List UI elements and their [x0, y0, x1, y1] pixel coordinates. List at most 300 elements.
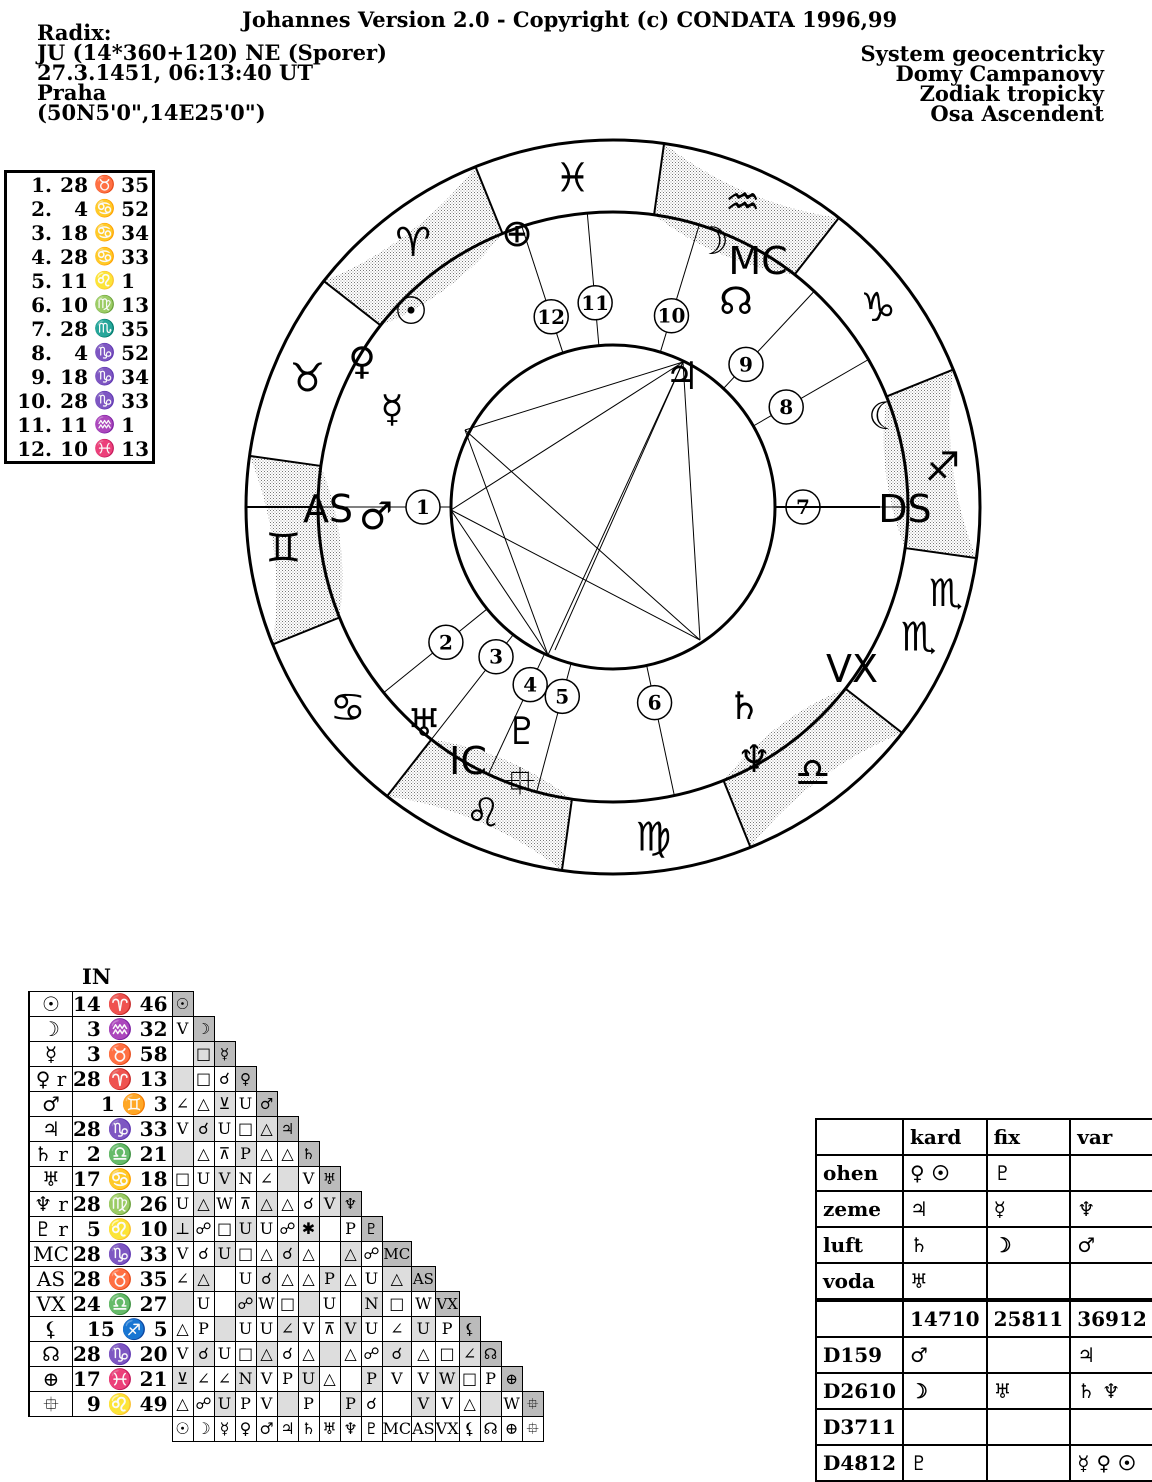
house-number: 8	[779, 395, 794, 419]
aspect-empty	[235, 1017, 256, 1042]
house-number: 10	[657, 303, 686, 328]
element-cell: ♅	[987, 1373, 1071, 1409]
aspect-row	[29, 1217, 543, 1242]
element-row	[816, 1263, 1152, 1300]
element-cell: D159	[816, 1337, 903, 1373]
aspect-planet: AS	[29, 1267, 73, 1292]
aspect-cell: ☌	[277, 1242, 298, 1267]
planet-glyph: ☾	[867, 394, 903, 438]
aspect-cell: ∠	[214, 1367, 235, 1392]
aspect-row	[29, 1067, 543, 1092]
aspect-cell: V	[319, 1192, 340, 1217]
aspect-cell: △	[340, 1267, 361, 1292]
aspect-empty	[459, 1042, 480, 1067]
aspect-empty	[382, 1042, 412, 1067]
aspect-empty	[435, 1167, 459, 1192]
aspect-footer-glyph: ⚸	[459, 1417, 480, 1442]
aspect-cell: ⊼	[214, 1142, 235, 1167]
aspect-empty	[412, 992, 436, 1017]
aspect-cell: P	[480, 1367, 501, 1392]
element-cell	[1070, 1263, 1152, 1300]
aspect-row	[29, 1167, 543, 1192]
aspect-planet: ♀ r	[29, 1067, 73, 1092]
cusp-n: 6.	[31, 293, 52, 317]
aspect-cell: □	[459, 1367, 480, 1392]
cusp-d: 28	[60, 245, 88, 269]
aspect-empty	[480, 992, 501, 1017]
aspect-cell: P	[193, 1317, 214, 1342]
aspect-empty	[340, 1042, 361, 1067]
aspect-cell: U	[214, 1242, 235, 1267]
aspect-cell	[172, 1067, 193, 1092]
element-cell: D2610	[816, 1373, 903, 1409]
aspect-empty	[319, 992, 340, 1017]
cusp-n: 1.	[31, 173, 52, 197]
aspect-footer-glyph: ♆	[340, 1417, 361, 1442]
aspect-grid	[28, 991, 544, 1442]
aspect-empty	[214, 1017, 235, 1042]
aspect-planet: ☉	[29, 992, 73, 1017]
aspect-cell: ⊻	[172, 1367, 193, 1392]
aspect-empty	[412, 1142, 436, 1167]
aspect-empty	[522, 1167, 543, 1192]
cusp-d: 28	[60, 173, 88, 197]
element-cell: ♄ ♆	[1070, 1373, 1152, 1409]
zodiac-sign-glyph: ♒	[724, 179, 761, 226]
aspect-diagonal: VX	[435, 1292, 459, 1317]
aspect-diagonal: ☊	[480, 1342, 501, 1367]
aspect-empty	[382, 1017, 412, 1042]
aspect-diagonal: ♅	[319, 1167, 340, 1192]
aspect-footer-glyph: ☉	[172, 1417, 193, 1442]
aspect-empty	[319, 1042, 340, 1067]
cusp-s: ♋	[94, 223, 116, 243]
aspect-cell: ☍	[193, 1217, 214, 1242]
aspect-row	[29, 1267, 543, 1292]
aspect-empty	[459, 1117, 480, 1142]
cusp-s: ♋	[94, 199, 116, 219]
cusp-m: 1	[121, 269, 136, 293]
aspect-position: 9 ♌ 49	[73, 1392, 173, 1417]
cusp-d: 11	[60, 269, 88, 293]
aspect-diagonal: ☉	[172, 992, 193, 1017]
aspect-planet: MC	[29, 1242, 73, 1267]
aspect-cell: ∠	[459, 1342, 480, 1367]
aspect-empty	[501, 1267, 522, 1292]
aspect-cell: U	[256, 1317, 277, 1342]
cusp-d: 4	[74, 341, 88, 365]
aspect-cell	[214, 1267, 235, 1292]
aspect-empty	[435, 1192, 459, 1217]
aspect-diagonal: ♆	[340, 1192, 361, 1217]
element-cell: ♅	[903, 1263, 987, 1300]
element-cell: ☿	[987, 1191, 1071, 1227]
aspect-cell: V	[172, 1342, 193, 1367]
aspect-empty	[501, 1117, 522, 1142]
aspect-empty	[256, 992, 277, 1017]
aspect-cell: △	[340, 1242, 361, 1267]
element-cell: ♂	[903, 1337, 987, 1373]
decan-row	[816, 1445, 1152, 1481]
aspect-empty	[361, 1167, 382, 1192]
cusp-m: 52	[121, 197, 150, 221]
planet-glyph: VX	[825, 647, 879, 691]
aspect-row	[29, 1342, 543, 1367]
aspect-empty	[340, 1117, 361, 1142]
aspect-cell: △	[256, 1117, 277, 1142]
aspect-cell: □	[435, 1342, 459, 1367]
element-row	[816, 1227, 1152, 1263]
aspect-row	[29, 1042, 543, 1067]
aspect-empty	[459, 1242, 480, 1267]
aspect-cell: △	[298, 1242, 319, 1267]
aspect-empty	[412, 1117, 436, 1142]
aspect-empty	[501, 1017, 522, 1042]
aspect-empty	[459, 1217, 480, 1242]
aspect-cell	[277, 1392, 298, 1417]
aspect-empty	[382, 1217, 412, 1242]
cusp-d: 18	[60, 365, 88, 389]
aspect-cell: ☌	[382, 1342, 412, 1367]
aspect-empty	[361, 1042, 382, 1067]
aspect-empty	[256, 1017, 277, 1042]
cusp-m: 13	[121, 293, 150, 317]
aspect-cell: V	[435, 1392, 459, 1417]
aspect-cell: ☍	[277, 1217, 298, 1242]
aspect-cell: ☌	[193, 1117, 214, 1142]
aspect-cell: U	[361, 1267, 382, 1292]
house-cusp-line	[587, 213, 599, 345]
aspect-empty	[412, 1167, 436, 1192]
aspect-cell: ☍	[361, 1242, 382, 1267]
aspect-cell: V	[172, 1117, 193, 1142]
cusp-s: ♑	[94, 343, 116, 363]
aspect-cell: △	[193, 1142, 214, 1167]
aspect-position: 28 ♍ 26	[73, 1192, 173, 1217]
aspect-line	[451, 510, 548, 655]
zodiac-sign-glyph: ♈	[395, 219, 432, 266]
aspect-empty	[382, 1167, 412, 1192]
aspect-empty	[501, 1317, 522, 1342]
element-cell: 14710	[903, 1300, 987, 1337]
aspect-empty	[459, 1167, 480, 1192]
aspect-line	[465, 430, 700, 640]
aspect-footer-glyph: ☊	[480, 1417, 501, 1442]
cusp-n: 10.	[17, 389, 52, 413]
aspect-empty	[522, 1242, 543, 1267]
aspect-cell: U	[235, 1267, 256, 1292]
aspect-cell	[214, 1317, 235, 1342]
element-cell: ♃	[1070, 1337, 1152, 1373]
aspect-cell: □	[214, 1217, 235, 1242]
element-header	[816, 1119, 1152, 1155]
aspect-cell: ∠	[193, 1367, 214, 1392]
aspect-empty	[277, 1067, 298, 1092]
aspect-line	[555, 362, 683, 650]
aspect-empty	[501, 1067, 522, 1092]
aspect-empty	[501, 1292, 522, 1317]
cusp-m: 35	[121, 173, 150, 197]
aspect-empty	[480, 1042, 501, 1067]
aspect-cell: U	[256, 1217, 277, 1242]
cusp-n: 11.	[17, 413, 52, 437]
element-cell: ♇	[987, 1155, 1071, 1191]
planet-glyph: DS	[878, 487, 932, 531]
aspect-cell: U	[172, 1192, 193, 1217]
aspect-empty	[277, 1092, 298, 1117]
aspect-cell	[319, 1217, 340, 1242]
aspect-line	[683, 362, 700, 640]
aspect-cell: ∠	[172, 1092, 193, 1117]
aspect-row	[29, 1117, 543, 1142]
aspect-empty	[435, 1017, 459, 1042]
aspect-empty	[412, 1242, 436, 1267]
aspect-position: 24 ♎ 27	[73, 1292, 173, 1317]
house-cusp-line	[657, 225, 699, 352]
aspect-empty	[319, 1067, 340, 1092]
aspect-empty	[298, 1067, 319, 1092]
house-cusp-line	[753, 360, 868, 427]
element-cell	[987, 1409, 1071, 1445]
aspect-empty	[298, 1117, 319, 1142]
aspect-footer	[29, 1417, 543, 1442]
aspect-cell: △	[256, 1192, 277, 1217]
aspect-position: 5 ♌ 10	[73, 1217, 173, 1242]
aspect-cell: ⊻	[214, 1092, 235, 1117]
aspect-empty	[501, 1167, 522, 1192]
cusp-m: 35	[121, 317, 150, 341]
aspect-empty	[298, 1017, 319, 1042]
aspect-empty	[319, 1117, 340, 1142]
cusp-n: 5.	[31, 269, 52, 293]
aspect-cell: U	[193, 1292, 214, 1317]
zodiac-sign-glyph: ♊	[265, 525, 302, 572]
aspect-footer-glyph: ⊕	[501, 1417, 522, 1442]
aspect-cell: P	[361, 1367, 382, 1392]
aspect-cell: □	[235, 1117, 256, 1142]
aspect-empty	[480, 1142, 501, 1167]
aspect-empty	[522, 1017, 543, 1042]
cusp-m: 33	[121, 389, 150, 413]
aspect-footer-glyph: ♄	[298, 1417, 319, 1442]
aspect-cell	[214, 1292, 235, 1317]
aspect-position: 28 ♉ 35	[73, 1267, 173, 1292]
planet-glyph: ♏	[928, 571, 964, 615]
aspect-empty	[459, 1067, 480, 1092]
aspect-diagonal: ♇	[361, 1217, 382, 1242]
aspect-cell: □	[172, 1167, 193, 1192]
element-row	[816, 1155, 1152, 1191]
element-cell	[816, 1300, 903, 1337]
aspect-cell: △	[172, 1317, 193, 1342]
aspect-cell: V	[412, 1392, 436, 1417]
cusp-m: 52	[121, 341, 150, 365]
cusp-s: ♉	[94, 175, 116, 195]
element-cell: zeme	[816, 1191, 903, 1227]
cusp-d: 10	[60, 437, 88, 461]
aspect-empty	[435, 1042, 459, 1067]
aspect-empty	[522, 1367, 543, 1392]
cusp-d: 10	[60, 293, 88, 317]
aspect-empty	[256, 1067, 277, 1092]
aspect-cell: △	[256, 1142, 277, 1167]
aspect-cell: V	[172, 1017, 193, 1042]
aspect-cell: W	[256, 1292, 277, 1317]
aspect-cell: W	[435, 1367, 459, 1392]
planet-glyph: ☿	[380, 387, 404, 431]
aspect-empty	[501, 1342, 522, 1367]
aspect-footer-glyph: ♃	[277, 1417, 298, 1442]
aspect-empty	[480, 1167, 501, 1192]
aspect-empty	[277, 1042, 298, 1067]
planet-glyph: ♆	[736, 737, 772, 781]
aspect-cell: P	[435, 1317, 459, 1342]
aspect-empty	[382, 1117, 412, 1142]
house-number: 6	[647, 690, 662, 715]
aspect-empty	[412, 1217, 436, 1242]
planet-glyph: ☉	[393, 289, 429, 333]
element-cell	[1070, 1409, 1152, 1445]
aspect-position: 28 ♑ 20	[73, 1342, 173, 1367]
aspect-cell: ∠	[382, 1317, 412, 1342]
aspect-empty	[382, 1192, 412, 1217]
aspect-cell: ☌	[193, 1242, 214, 1267]
house-number: 4	[523, 672, 538, 697]
aspect-cell: V	[214, 1167, 235, 1192]
aspect-empty	[319, 1142, 340, 1167]
aspect-planet: ⚸	[29, 1317, 73, 1342]
aspect-empty	[256, 1042, 277, 1067]
aspect-cell: □	[193, 1042, 214, 1067]
aspect-empty	[480, 1092, 501, 1117]
zodiac-sign-glyph: ♑	[860, 285, 897, 332]
element-cell: ♆	[1070, 1191, 1152, 1227]
aspect-cell: ⊼	[235, 1192, 256, 1217]
aspect-empty	[522, 1092, 543, 1117]
aspect-line	[548, 362, 683, 655]
zodiac-sign-glyph: ♎	[794, 750, 831, 797]
aspect-cell: △	[412, 1342, 436, 1367]
aspect-planet: ♆ r	[29, 1192, 73, 1217]
aspect-position: 1 ♊ 3	[73, 1092, 173, 1117]
aspect-row	[29, 992, 543, 1017]
planet-glyph: ♃	[664, 354, 700, 398]
aspect-empty	[480, 1267, 501, 1292]
aspect-empty	[522, 1292, 543, 1317]
aspect-cell	[340, 1367, 361, 1392]
aspect-empty	[501, 1192, 522, 1217]
decan-row	[816, 1409, 1152, 1445]
aspect-cell: ✱	[298, 1217, 319, 1242]
aspect-empty	[435, 1217, 459, 1242]
aspect-cell	[340, 1292, 361, 1317]
cusp-n: 3.	[31, 221, 52, 245]
house-number: 2	[438, 630, 453, 655]
cusp-s: ♓	[94, 439, 116, 459]
cusp-s: ♒	[94, 415, 116, 435]
aspect-planet: ♇ r	[29, 1217, 73, 1242]
aspect-empty	[501, 1042, 522, 1067]
aspect-cell: N	[235, 1167, 256, 1192]
aspect-cell	[298, 1292, 319, 1317]
aspect-footer-glyph: ♅	[319, 1417, 340, 1442]
aspect-cell: ∠	[172, 1267, 193, 1292]
aspect-cell: △	[277, 1192, 298, 1217]
element-cell	[903, 1409, 987, 1445]
aspect-cell	[172, 1292, 193, 1317]
aspect-diagonal: ⊕	[501, 1367, 522, 1392]
aspect-cell: P	[319, 1267, 340, 1292]
aspect-cell	[480, 1392, 501, 1417]
planet-glyph: ♅	[406, 701, 442, 745]
element-cell: ♄	[903, 1227, 987, 1263]
aspect-cell: W	[214, 1192, 235, 1217]
aspect-empty	[522, 1067, 543, 1092]
aspect-cell: U	[298, 1367, 319, 1392]
aspect-empty	[522, 1142, 543, 1167]
aspect-empty	[435, 1142, 459, 1167]
zodiac-sign-glyph: ♌	[465, 790, 502, 837]
cusp-s: ♑	[94, 391, 116, 411]
aspect-diagonal: ♃	[277, 1117, 298, 1142]
aspect-diagonal: ☿	[214, 1042, 235, 1067]
inner-ring	[451, 345, 775, 669]
aspect-cell: U	[235, 1217, 256, 1242]
aspect-cell: ∠	[277, 1317, 298, 1342]
aspect-empty	[361, 992, 382, 1017]
aspect-footer-glyph: MC	[382, 1417, 412, 1442]
house-cusp-line	[647, 665, 675, 795]
aspect-empty	[522, 1217, 543, 1242]
cusp-n: 7.	[31, 317, 52, 341]
aspect-cell: U	[214, 1392, 235, 1417]
aspect-cell: △	[459, 1392, 480, 1417]
aspect-cell: V	[256, 1367, 277, 1392]
aspect-footer-glyph: ⯐	[522, 1417, 543, 1442]
aspect-empty	[361, 1117, 382, 1142]
aspect-empty	[435, 1242, 459, 1267]
aspect-footer-glyph: VX	[435, 1417, 459, 1442]
planet-glyph: ♇	[504, 709, 540, 753]
aspect-cell: U	[412, 1317, 436, 1342]
aspect-empty	[340, 1142, 361, 1167]
aspect-empty	[298, 1042, 319, 1067]
aspect-row	[29, 1317, 543, 1342]
element-cell: ♀ ☉	[903, 1155, 987, 1191]
aspect-empty	[361, 1192, 382, 1217]
aspect-line	[451, 510, 700, 640]
cusp-n: 9.	[31, 365, 52, 389]
aspect-cell: △	[193, 1092, 214, 1117]
aspect-cell: ☍	[235, 1292, 256, 1317]
aspect-empty	[319, 1092, 340, 1117]
aspect-empty	[319, 1017, 340, 1042]
aspect-line	[465, 430, 548, 655]
element-cell	[987, 1337, 1071, 1373]
aspect-row	[29, 1192, 543, 1217]
zodiac-sign-glyph: ♍	[635, 814, 672, 861]
element-cell	[1070, 1155, 1152, 1191]
aspect-empty	[361, 1142, 382, 1167]
aspect-empty	[298, 992, 319, 1017]
aspect-empty	[382, 1142, 412, 1167]
planet-glyph: ⯐	[505, 759, 535, 803]
aspect-diagonal: ♂	[256, 1092, 277, 1117]
aspect-empty	[501, 1217, 522, 1242]
aspect-empty	[340, 1092, 361, 1117]
aspect-line	[465, 362, 683, 430]
aspect-cell: △	[256, 1242, 277, 1267]
